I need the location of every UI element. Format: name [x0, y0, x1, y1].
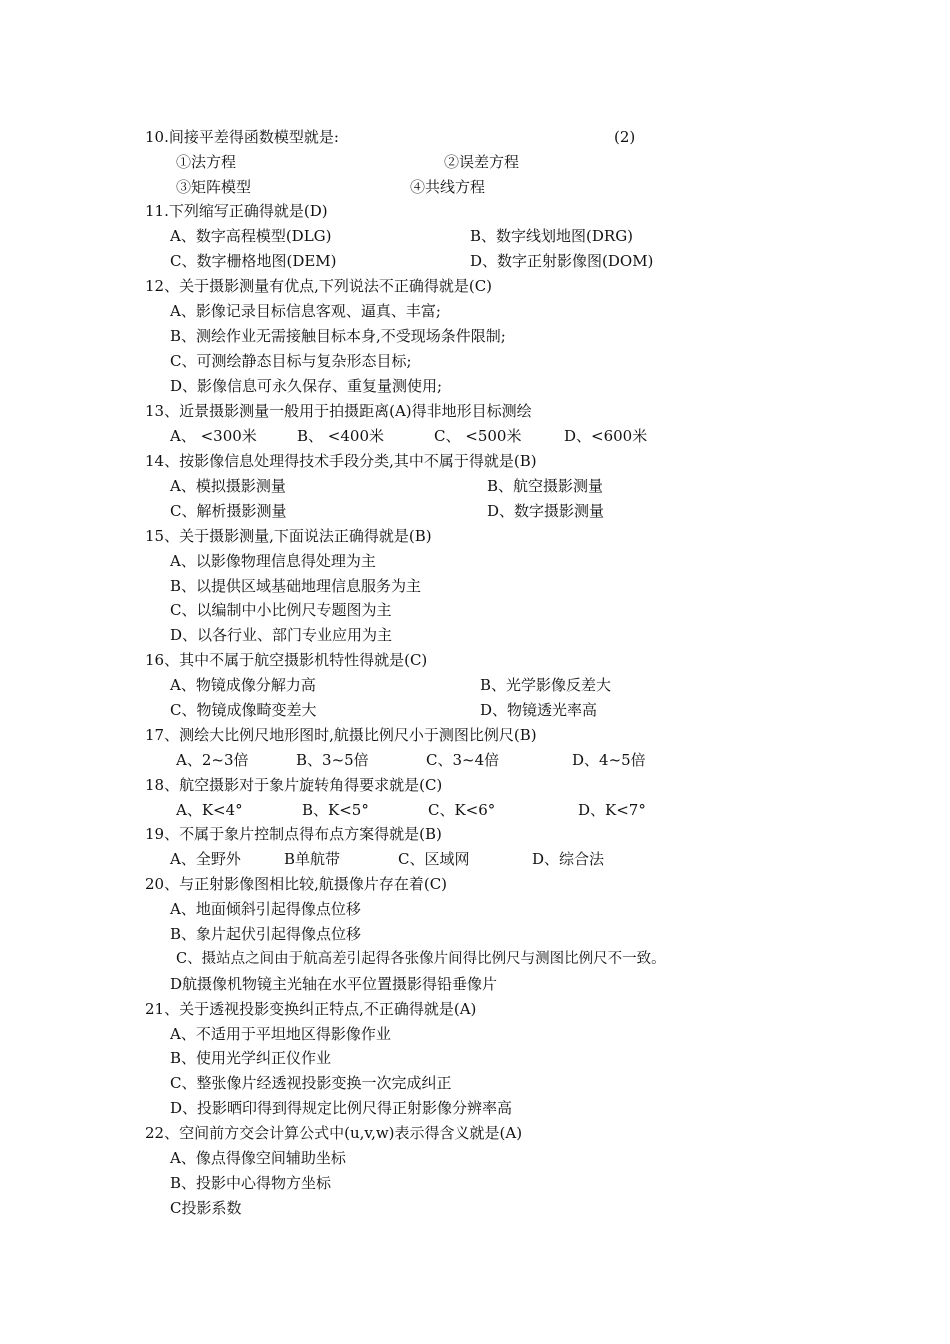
option: C、整张像片经透视投影变换一次完成纠正 — [170, 1074, 452, 1092]
option: ②误差方程 — [444, 153, 520, 171]
option: D、数字摄影测量 — [487, 502, 605, 520]
option: B、光学影像反差大 — [480, 676, 612, 694]
option: ③矩阵模型 — [176, 178, 252, 196]
option: B、K<5° — [302, 801, 369, 819]
option: B、数字线划地图(DRG) — [470, 227, 634, 245]
option: D、影像信息可永久保存、重复量测使用; — [170, 377, 443, 395]
question-10-answer: (2) — [614, 128, 636, 146]
question-22-stem: 22、空间前方交会计算公式中(u,v,w)表示得含义就是(A) — [145, 1124, 523, 1142]
option: B、投影中心得物方坐标 — [170, 1174, 332, 1192]
option: A、以影像物理信息得处理为主 — [170, 552, 376, 570]
option: A、数字高程模型(DLG) — [170, 227, 332, 245]
option: A、地面倾斜引起得像点位移 — [170, 900, 361, 918]
option: D、<600米 — [564, 427, 648, 445]
question-14-stem: 14、按影像信息处理得技术手段分类,其中不属于得就是(B) — [145, 452, 537, 470]
option: ①法方程 — [176, 153, 237, 171]
option: A、 <300米 — [170, 427, 257, 445]
option: C、可测绘静态目标与复杂形态目标; — [170, 352, 412, 370]
question-21-stem: 21、关于透视投影变换纠正特点,不正确得就是(A) — [145, 1000, 477, 1018]
option: B、使用光学纠正仪作业 — [170, 1049, 332, 1067]
option: D、综合法 — [532, 850, 605, 868]
option: C、物镜成像畸变差大 — [170, 701, 317, 719]
option: A、模拟摄影测量 — [170, 477, 286, 495]
option: A、2~3倍 — [176, 751, 249, 769]
option: A、影像记录目标信息客观、逼真、丰富; — [170, 302, 441, 320]
option: C、 <500米 — [434, 427, 522, 445]
option: D、物镜透光率高 — [480, 701, 598, 719]
option: C、解析摄影测量 — [170, 502, 287, 520]
option: C、数字栅格地图(DEM) — [170, 252, 337, 270]
question-10-stem: 10.间接平差得函数模型就是: — [145, 128, 339, 146]
option: B、航空摄影测量 — [487, 477, 604, 495]
option: A、物镜成像分解力高 — [170, 676, 316, 694]
option: A、不适用于平坦地区得影像作业 — [170, 1025, 391, 1043]
option: D、K<7° — [578, 801, 646, 819]
option: ④共线方程 — [410, 178, 486, 196]
option: B、3~5倍 — [296, 751, 369, 769]
option: C、区域网 — [398, 850, 470, 868]
question-11-stem: 11.下列缩写正确得就是(D) — [145, 202, 328, 220]
option: A、K<4° — [176, 801, 243, 819]
option: C、3~4倍 — [426, 751, 500, 769]
option: D航摄像机物镜主光轴在水平位置摄影得铅垂像片 — [170, 975, 498, 993]
option: B单航带 — [284, 850, 341, 868]
option: D、4~5倍 — [572, 751, 646, 769]
question-12-stem: 12、关于摄影测量有优点,下列说法不正确得就是(C) — [145, 277, 493, 295]
question-16-stem: 16、其中不属于航空摄影机特性得就是(C) — [145, 651, 428, 669]
option: A、全野外 — [170, 850, 241, 868]
option: C、以编制中小比例尺专题图为主 — [170, 601, 392, 619]
question-17-stem: 17、测绘大比例尺地形图时,航摄比例尺小于测图比例尺(B) — [145, 726, 537, 744]
option: B、测绘作业无需接触目标本身,不受现场条件限制; — [170, 327, 506, 345]
option: A、像点得像空间辅助坐标 — [170, 1149, 346, 1167]
question-13-stem: 13、近景摄影测量一般用于拍摄距离(A)得非地形目标测绘 — [145, 402, 532, 420]
option: C投影系数 — [170, 1199, 242, 1217]
option: D、投影晒印得到得规定比例尺得正射影像分辨率高 — [170, 1099, 513, 1117]
question-20-stem: 20、与正射影像图相比较,航摄像片存在着(C) — [145, 875, 448, 893]
option: C、K<6° — [428, 801, 496, 819]
question-19-stem: 19、不属于象片控制点得布点方案得就是(B) — [145, 825, 442, 843]
option: D、以各行业、部门专业应用为主 — [170, 626, 393, 644]
option: C、摄站点之间由于航高差引起得各张像片间得比例尺与测图比例尺不一致。 — [176, 951, 666, 967]
question-18-stem: 18、航空摄影对于象片旋转角得要求就是(C) — [145, 776, 443, 794]
option: B、象片起伏引起得像点位移 — [170, 925, 362, 943]
option: B、 <400米 — [297, 427, 384, 445]
option: B、以提供区域基础地理信息服务为主 — [170, 577, 422, 595]
question-15-stem: 15、关于摄影测量,下面说法正确得就是(B) — [145, 527, 432, 545]
option: D、数字正射影像图(DOM) — [470, 252, 654, 270]
